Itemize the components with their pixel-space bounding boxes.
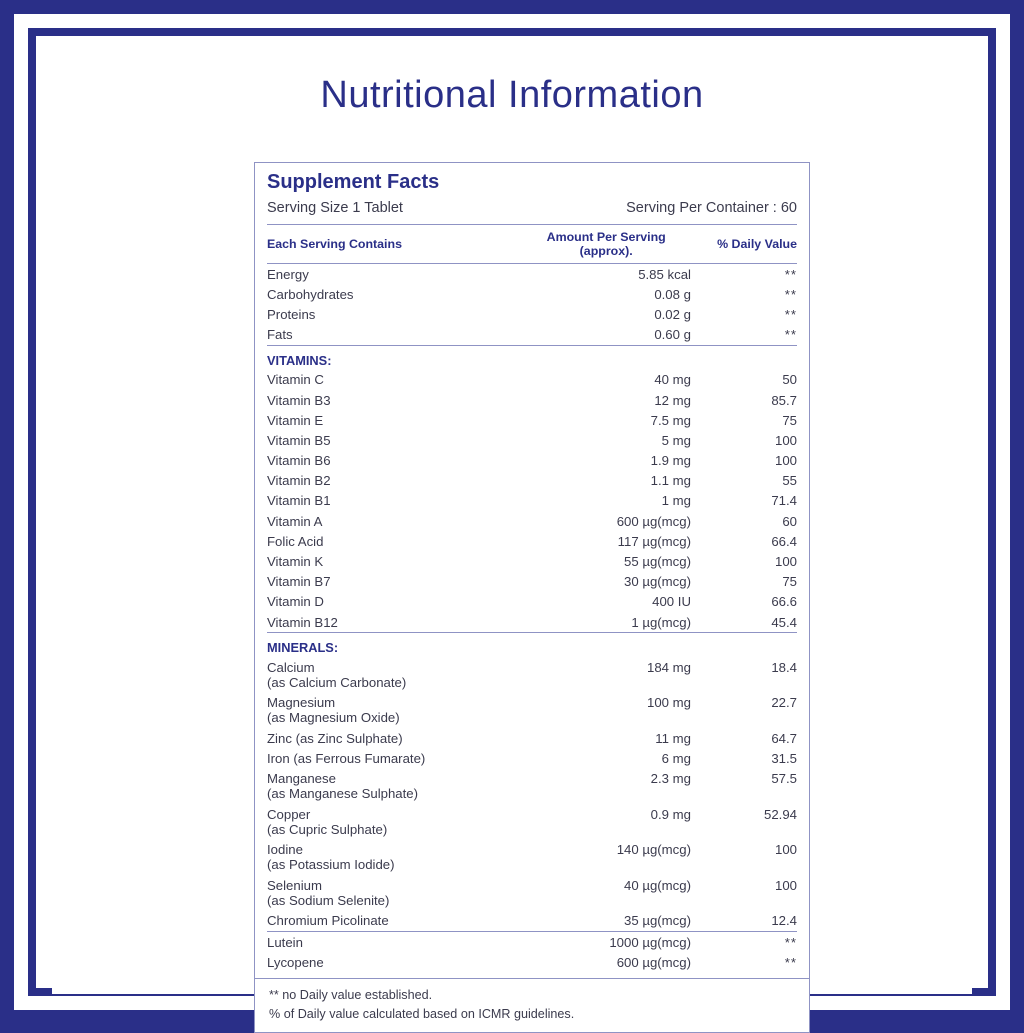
footnote-line-1: ** no Daily value established. [269,988,433,1003]
nutrient-amount: 100 mg [646,695,691,711]
table-row [267,491,797,511]
table-row [267,325,797,345]
supplement-facts-title: Supplement Facts [267,171,440,193]
nutrient-source: (as Magnesium Oxide) [267,710,400,726]
nutrient-daily-value: 75 [782,412,797,428]
nutrient-name: Vitamin B1 [267,493,331,509]
nutrient-daily-value: 50 [782,372,797,388]
section-heading-minerals [267,633,797,657]
serving-info-row [267,200,797,216]
nutrient-name: Vitamin B3 [267,392,331,408]
table-header-row [267,225,797,263]
nutrient-name: Carbohydrates [267,286,354,302]
table-row [267,693,797,729]
footnote-line-2: % of Daily value calculated based on ICMR guidelines. [269,1006,575,1021]
nutrient-amount: 0.9 mg [650,806,691,822]
table-row [267,657,797,693]
nutrient-amount: 184 mg [646,659,691,675]
table-row [267,451,797,471]
nutrient-name: Calcium [267,659,315,675]
page-title: Nutritional Information [320,74,704,116]
nutrient-name: Magnesium [267,695,336,711]
nutrient-amount: 55 µg(mcg) [624,554,691,570]
nutrient-daily-value: 100 [774,842,797,858]
nutrient-name: Vitamin E [267,412,324,428]
nutrient-amount: 0.60 g [654,327,691,343]
col-header-daily-value: % Daily Value [717,237,797,251]
nutrient-amount: 0.08 g [654,286,691,302]
nutrient-name: Vitamin B2 [267,473,331,489]
nutrient-daily-value: 100 [774,432,797,448]
nutrient-amount: 30 µg(mcg) [624,574,691,590]
nutrient-amount: 40 µg(mcg) [624,877,691,893]
nutrient-amount: 1 mg [661,493,691,509]
nutrient-daily-value: ** [784,934,797,950]
nutrient-amount: 1 µg(mcg) [631,614,691,630]
table-row [267,728,797,748]
table-row [267,572,797,592]
nutrient-amount: 1.1 mg [650,473,691,489]
poster-outer-frame [14,14,1010,1021]
nutrient-name: Vitamin K [267,554,324,570]
nutrient-daily-value: 45.4 [771,614,797,630]
nutrient-name: Lutein [267,934,303,950]
nutrient-daily-value: 18.4 [771,659,797,675]
nutrient-name: Copper [267,806,311,822]
nutrient-name: Vitamin B5 [267,432,331,448]
nutrient-name: Vitamin A [267,513,323,529]
nutrient-name: Vitamin B7 [267,574,331,590]
nutrient-amount: 1000 µg(mcg) [609,934,691,950]
nutrient-amount: 600 µg(mcg) [616,954,691,970]
nutrient-amount: 600 µg(mcg) [616,513,691,529]
nutrient-name-group [267,693,521,729]
table-row [267,471,797,491]
nutrient-amount: 400 IU [652,594,691,610]
table-row [267,370,797,390]
nutrient-daily-value: 100 [774,554,797,570]
nutrient-name-group [267,804,521,840]
nutrient-source: (as Cupric Sulphate) [267,821,388,837]
nutrient-daily-value: 66.6 [771,594,797,610]
poster-inner-border [28,28,996,1021]
table-row [267,430,797,450]
serving-size: Serving Size 1 Tablet [267,200,403,216]
nutrient-amount: 11 mg [655,730,691,746]
col-header-amount: Amount Per Serving (approx). [546,230,666,258]
serving-per-container: Serving Per Container : 60 [626,200,797,216]
nutrient-name-group [267,840,521,876]
nutrient-daily-value: 100 [774,453,797,469]
col-header-name: Each Serving Contains [267,237,402,251]
nutrient-daily-value: 55 [782,473,797,489]
nutrient-daily-value: 60 [782,513,797,529]
poster-content [52,74,972,1021]
table-row [267,875,797,911]
table-row [267,932,797,952]
nutrient-source: (as Manganese Sulphate) [267,786,419,802]
minerals-heading: MINERALS: [267,640,339,656]
nutrient-name-group [267,875,521,911]
nutrient-name: Energy [267,266,309,282]
nutrient-daily-value: 71.4 [771,493,797,509]
nutrient-amount: 5.85 kcal [638,266,691,282]
nutrient-daily-value: 31.5 [771,751,797,767]
table-row [267,911,797,931]
table-row [267,531,797,551]
nutrient-source: (as Calcium Carbonate) [267,674,407,690]
supplement-facts-table [267,225,797,972]
nutrient-daily-value: ** [784,306,797,322]
nutrient-amount: 117 µg(mcg) [617,533,691,549]
nutrient-daily-value: ** [784,954,797,970]
vitamins-heading: VITAMINS: [267,352,332,368]
table-row [267,840,797,876]
table-row [267,284,797,304]
table-row [267,551,797,571]
nutrient-name: Proteins [267,306,316,322]
table-row [267,410,797,430]
nutrient-amount: 35 µg(mcg) [624,913,691,929]
nutrient-daily-value: 57.5 [771,771,797,787]
nutrient-name: Zinc (as Zinc Sulphate) [267,730,403,746]
nutrient-source: (as Sodium Selenite) [267,892,390,908]
nutrient-amount: 2.3 mg [650,771,691,787]
nutrient-name: Iodine [267,842,303,858]
nutrient-amount: 40 mg [654,372,691,388]
nutrient-name: Manganese [267,771,336,787]
table-row [267,612,797,632]
table-body [267,263,797,972]
nutrient-daily-value: 22.7 [771,695,797,711]
nutrient-daily-value: 75 [782,574,797,590]
table-row [267,511,797,531]
panel-header [255,163,809,978]
nutrient-amount: 5 mg [661,432,691,448]
nutrient-source: (as Potassium Iodide) [267,857,395,873]
nutrient-daily-value: ** [784,286,797,302]
nutrient-daily-value: 64.7 [771,730,797,746]
nutrient-name: Iron (as Ferrous Fumarate) [267,751,426,767]
nutrient-name: Selenium [267,877,322,893]
supplement-facts-panel [254,162,810,1033]
nutrient-name: Chromium Picolinate [267,913,389,929]
table-row [267,390,797,410]
nutrient-amount: 7.5 mg [650,412,691,428]
nutrient-amount: 6 mg [661,751,691,767]
nutrient-name-group [267,769,521,805]
table-header [267,225,797,263]
nutrient-daily-value: 100 [774,877,797,893]
table-row [267,592,797,612]
nutrient-daily-value: 12.4 [771,913,797,929]
nutrient-amount: 0.02 g [654,306,691,322]
section-heading-vitamins [267,346,797,370]
nutrient-daily-value: 85.7 [771,392,797,408]
table-row [267,264,797,284]
nutrient-name: Fats [267,327,293,343]
nutrient-amount: 1.9 mg [650,453,691,469]
table-row [267,952,797,972]
nutrient-name: Vitamin B12 [267,614,338,630]
nutrient-daily-value: ** [784,327,797,343]
nutrient-daily-value: ** [784,266,797,282]
nutrient-name: Vitamin D [267,594,324,610]
nutrient-name: Lycopene [267,954,324,970]
nutrient-amount: 140 µg(mcg) [616,842,691,858]
table-row [267,304,797,324]
nutrient-amount: 12 mg [654,392,691,408]
nutrient-name: Folic Acid [267,533,324,549]
nutrient-name-group [267,657,521,693]
nutrient-daily-value: 52.94 [763,806,797,822]
table-row [267,748,797,768]
table-row [267,769,797,805]
nutrient-daily-value: 66.4 [771,533,797,549]
nutrient-name: Vitamin C [267,372,324,388]
nutrient-name: Vitamin B6 [267,453,331,469]
table-row [267,804,797,840]
